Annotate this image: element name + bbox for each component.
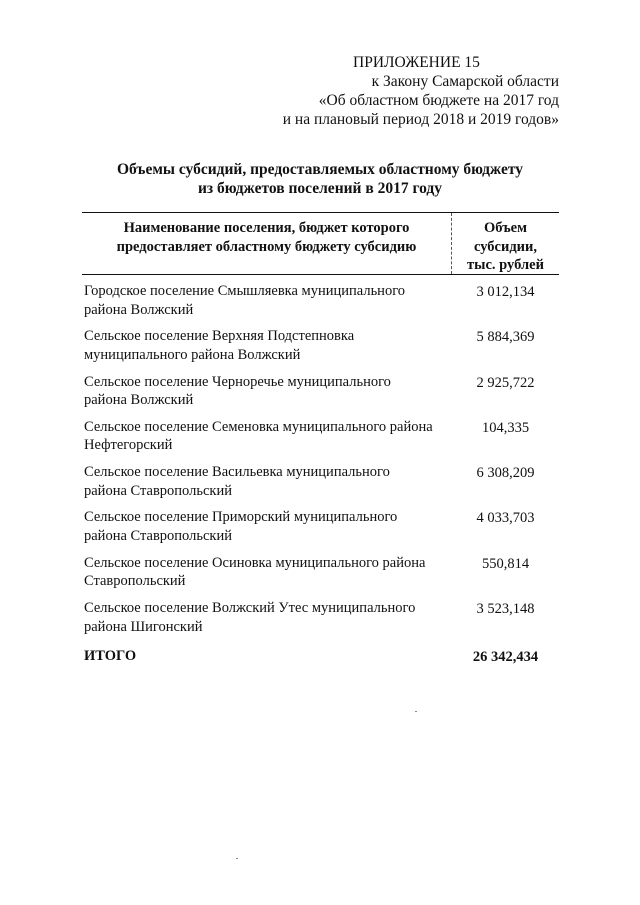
- subsidy-amount-cell: 4 033,703: [476, 510, 535, 527]
- settlement-name-cell: [82, 508, 452, 553]
- subsidy-amount-cell: 3 012,134: [476, 284, 535, 300]
- settlement-name-line: района Волжский: [84, 392, 194, 409]
- table-row: [82, 508, 559, 553]
- settlement-name-line: Городское поселение Смышляевка муниципального: [84, 283, 406, 299]
- header-name-line-1: Наименование поселения, бюджет которого: [123, 220, 410, 236]
- settlement-name-line: Сельское поселение Волжский Утес муниципального: [84, 600, 416, 617]
- settlement-name-line: Сельское поселение Верхняя Подстепновка: [84, 328, 355, 345]
- subsidy-amount-cell: 5 884,369: [476, 329, 535, 346]
- total-row: [82, 647, 559, 667]
- document-title: [0, 160, 640, 198]
- settlement-name-line: Сельское поселение Приморский муниципального: [84, 509, 398, 526]
- settlement-name-line: Сельское поселение Семеновка муниципального района: [84, 418, 433, 435]
- title-line-2: из бюджетов поселений в 2017 году: [197, 180, 443, 197]
- settlement-name-line: Ставропольский: [84, 573, 186, 590]
- settlement-name-cell: [82, 327, 452, 372]
- scan-speck: [415, 711, 417, 712]
- header-settlement-name: [82, 213, 452, 274]
- settlement-name-line: района Ставропольский: [84, 527, 232, 544]
- subsidy-amount-cell: 6 308,209: [476, 465, 535, 482]
- total-amount: 26 342,434: [472, 649, 539, 666]
- table-row: [82, 554, 559, 599]
- settlement-name-line: Сельское поселение Осиновка муниципального района: [84, 554, 426, 571]
- settlement-name-line: района Волжский: [84, 301, 194, 318]
- settlement-name-line: муниципального района Волжский: [84, 346, 301, 363]
- table-row: [82, 282, 559, 327]
- subsidy-amount-cell: 3 523,148: [476, 601, 535, 618]
- table-row: [82, 373, 559, 418]
- table-row: [82, 418, 559, 463]
- settlement-name-cell: [82, 554, 452, 599]
- appendix-heading: ПРИЛОЖЕНИЕ 15: [353, 54, 480, 71]
- subsidy-table: [82, 212, 559, 667]
- header-amount-line-1: Объем: [484, 220, 527, 236]
- subsidy-amount-cell: 550,814: [481, 555, 530, 572]
- settlement-name-line: Сельское поселение Черноречье муниципального: [84, 373, 391, 390]
- settlement-name-cell: [82, 599, 452, 644]
- table-body: [82, 282, 559, 667]
- subsidy-amount-cell: 104,335: [481, 419, 530, 436]
- settlement-name-line: района Шигонский: [84, 618, 203, 635]
- appendix-line-3: и на плановый период 2018 и 2019 годов»: [282, 111, 559, 128]
- header-amount-line-3: тыс. рублей: [467, 257, 544, 273]
- appendix-line-2: «Об областном бюджете на 2017 год: [318, 92, 559, 109]
- appendix-line-1: к Закону Самарской области: [371, 73, 559, 90]
- header-subsidy-amount: [452, 213, 559, 274]
- subsidy-amount-cell: 2 925,722: [476, 374, 535, 391]
- total-label: ИТОГО: [84, 648, 137, 665]
- scan-speck: [236, 858, 238, 859]
- header-name-line-2: предоставляет областному бюджету субсидию: [116, 238, 417, 255]
- title-line-1: Объемы субсидий, предоставляемых областному бюджету: [116, 161, 523, 178]
- settlement-name-cell: [82, 418, 452, 463]
- settlement-name-line: Сельское поселение Васильевка муниципального: [84, 464, 390, 481]
- settlement-name-cell: [82, 463, 452, 508]
- settlement-name-cell: [82, 282, 452, 327]
- table-header: [82, 212, 559, 275]
- table-row: [82, 599, 559, 644]
- appendix-header: [259, 53, 559, 129]
- table-row: [82, 327, 559, 372]
- settlement-name-line: Нефтегорский: [84, 437, 173, 454]
- settlement-name-line: района Ставропольский: [84, 482, 232, 499]
- header-amount-line-2: субсидии,: [473, 238, 537, 255]
- table-row: [82, 463, 559, 508]
- settlement-name-cell: [82, 373, 452, 418]
